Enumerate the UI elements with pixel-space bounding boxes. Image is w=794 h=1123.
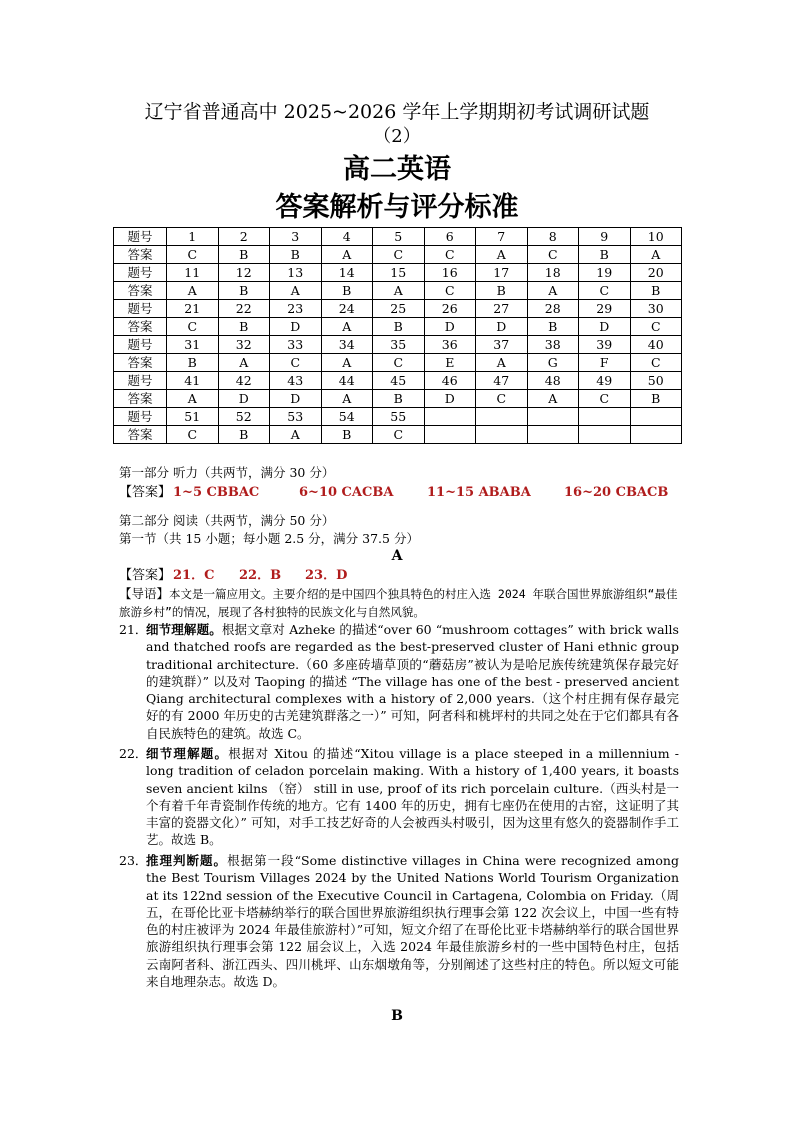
question-number-cell: 44 [321,372,373,390]
answer-cell: B [218,426,270,444]
question-number-cell: 50 [630,372,682,390]
answer-cell: C [167,426,219,444]
answer-cell: B [476,282,528,300]
table-row-answers [114,282,682,300]
answer-23: 23．D [305,568,348,583]
question-type: 细节理解题。 [146,622,222,637]
question-number-cell: 45 [373,372,425,390]
answer-label: 【答案】 [119,568,172,583]
question-number-cell: 26 [424,300,476,318]
table-row-answers [114,318,682,336]
question-type: 细节理解题。 [146,746,229,761]
answer-cell: A [218,354,270,372]
answer-21: 21．C [173,568,215,583]
row-label-number: 题号 [114,300,167,318]
table-row-answers [114,246,682,264]
question-number-cell: 24 [321,300,373,318]
listening-group-3: 11~15 ABABA [427,485,531,500]
question-number: 23． [119,853,148,868]
question-number-cell: 16 [424,264,476,282]
answer-cell: B [630,282,682,300]
table-row-answers [114,354,682,372]
answer-cell [527,426,579,444]
question-number-cell: 9 [579,228,631,246]
question-number-cell: 22 [218,300,270,318]
question-number-cell: 10 [630,228,682,246]
answer-cell: A [321,246,373,264]
question-number-cell [630,408,682,426]
answer-cell: C [630,318,682,336]
answer-cell: B [218,282,270,300]
question-number-cell: 18 [527,264,579,282]
explanation-text: 根据对 Xitou 的描述“Xitou village is a place steeped in a millennium - long tradition of celadon porcelain making. With a history of 1,400 years, it boasts seven ancient kilns （窑） still in use, proof of its rich porcelain culture.（西头村是一个有着千年青瓷制作传统的地方。它有 1400 年的历史，拥有七座仍在使用的古窑，这证明了其丰富的瓷器文化）” 可知，对手工技艺好奇的人会被西头村吸引，因为这里有悠久的瓷器制作手工艺。故选 B。 [146,746,679,848]
question-number-cell: 13 [270,264,322,282]
passage-b-label: B [391,1008,403,1024]
question-number-cell: 3 [270,228,322,246]
row-label-number: 题号 [114,372,167,390]
question-number-cell: 55 [373,408,425,426]
answer-cell: A [270,426,322,444]
question-number-cell: 11 [167,264,219,282]
guide-paragraph [119,585,679,621]
guide-text: 本文是一篇应用文。主要介绍的是中国四个独具特色的村庄入选 2024 年联合国世界旅游组织“最佳旅游乡村”的情况，展现了各村独特的民族文化与自然风貌。 [119,587,678,619]
subject-title: 高二英语 [343,154,451,185]
answer-cell: C [527,246,579,264]
answer-cell: C [630,354,682,372]
question-number-cell: 52 [218,408,270,426]
answer-cell: B [270,246,322,264]
row-label-number: 题号 [114,228,167,246]
answer-cell: C [579,390,631,408]
answer-cell: B [218,318,270,336]
answer-cell: C [373,426,425,444]
answer-cell: C [579,282,631,300]
question-number-cell: 6 [424,228,476,246]
answer-cell: C [424,246,476,264]
question-number-cell: 48 [527,372,579,390]
table-row-question-numbers [114,336,682,354]
answer-label: 【答案】 [119,485,172,500]
table-row-answers [114,426,682,444]
exam-title-number: （2） [373,126,421,147]
question-number-cell: 30 [630,300,682,318]
explanation-text: 根据文章对 Azheke 的描述“over 60 “mushroom cottages” with brick walls and thatched roofs are regarded as the best-preserved cluster of Hani ethnic group traditional architecture.（60 多座砖墙草顶的“蘑菇房”被认为是哈尼族传统建筑保存最完好的建筑群）” 以及对 Taoping 的描述 “The village has one of the best - preserved ancient Qiang architectural complexes with a history of 2,000 years.（这个村庄拥有保存最完好的有 2000 年历史的古羌建筑群落之一）” 可知，阿者科和桃坪村的共同之处在于它们都具有各自民族特色的建筑。故选 C。 [146,622,679,741]
answer-cell: C [167,246,219,264]
answer-cell [630,426,682,444]
answer-cell [579,426,631,444]
question-number-cell: 53 [270,408,322,426]
answer-cell: B [630,390,682,408]
row-label-number: 题号 [114,336,167,354]
row-label-answer: 答案 [114,426,167,444]
table-row-question-numbers [114,372,682,390]
question-number-cell: 54 [321,408,373,426]
exam-title: 辽宁省普通高中 2025~2026 学年上学期期初考试调研试题 [144,101,650,123]
answer-cell: C [270,354,322,372]
document-type-title: 答案解析与评分标准 [275,192,519,223]
question-number-cell [579,408,631,426]
answer-cell: B [373,318,425,336]
question-number-cell: 5 [373,228,425,246]
row-label-answer: 答案 [114,246,167,264]
part1-heading: 第一部分 听力（共两节，满分 30 分） [119,465,335,480]
answer-cell: D [424,318,476,336]
answer-22: 22．B [239,568,282,583]
table-row-question-numbers [114,300,682,318]
answer-cell: B [579,246,631,264]
question-number-cell: 20 [630,264,682,282]
answer-cell: A [321,318,373,336]
question-number: 21． [119,622,148,637]
listening-group-1: 1~5 CBBAC [173,485,260,500]
answer-cell: A [321,390,373,408]
table-row-question-numbers [114,408,682,426]
answer-cell: A [321,354,373,372]
question-number-cell: 37 [476,336,528,354]
question-number-cell: 39 [579,336,631,354]
answer-cell: A [167,390,219,408]
table-row-answers [114,390,682,408]
question-number-cell: 36 [424,336,476,354]
question-number-cell: 21 [167,300,219,318]
answer-cell [476,426,528,444]
answer-cell: B [321,282,373,300]
question-number-cell: 32 [218,336,270,354]
question-number-cell: 49 [579,372,631,390]
table-row-question-numbers [114,228,682,246]
question-number-cell: 35 [373,336,425,354]
table-row-question-numbers [114,264,682,282]
listening-group-4: 16~20 CBACB [564,485,669,500]
question-number-cell: 28 [527,300,579,318]
answer-cell: D [270,318,322,336]
question-number-cell: 51 [167,408,219,426]
answer-cell: A [630,246,682,264]
question-number-cell: 19 [579,264,631,282]
answer-cell: G [527,354,579,372]
answer-cell: C [373,354,425,372]
question-number-cell [424,408,476,426]
answer-cell: B [373,390,425,408]
listening-group-2: 6~10 CACBA [299,485,394,500]
question-number-cell: 34 [321,336,373,354]
question-number-cell: 46 [424,372,476,390]
explanation-text: 根据第一段“Some distinctive villages in China were recognized among the Best Tourism Villages 2024 by the United Nations World Tourism Organization at its 122nd session of the Executive Council in Cartagena, Colombia on Friday.（周五，在哥伦比亚卡塔赫纳举行的联合国世界旅游组织执行理事会第 122 次会议上，中国一些有特色的村庄被评为 2024 年最佳旅游村）”可知，短文介绍了在哥伦比亚卡塔赫纳举行的联合国世界旅游组织执行理事会第 122 届会议上，入选 2024 年最佳旅游乡村的一些中国特色村庄，包括云南阿者科、浙江西头、四川桃坪、山东烟墩角等，分别阐述了这些村庄的特色。所以短文可能来自地理杂志。故选 D。 [146,853,679,990]
answer-cell: A [476,354,528,372]
answer-cell: F [579,354,631,372]
question-number-cell: 14 [321,264,373,282]
question-number-cell: 38 [527,336,579,354]
question-number-cell: 27 [476,300,528,318]
passage-a-label: A [391,548,403,564]
part2-heading: 第二部分 阅读（共两节，满分 50 分） [119,513,335,528]
question-number-cell: 15 [373,264,425,282]
row-label-answer: 答案 [114,390,167,408]
answer-cell: B [218,246,270,264]
question-number-cell: 40 [630,336,682,354]
guide-label: 【导语】 [119,586,170,601]
answer-cell: D [424,390,476,408]
explanation-22 [119,745,679,849]
question-number-cell: 42 [218,372,270,390]
answer-table [113,227,682,444]
answer-cell: B [321,426,373,444]
answer-cell: C [167,318,219,336]
answer-cell: A [527,390,579,408]
answer-cell: E [424,354,476,372]
question-type: 推理判断题。 [146,853,228,868]
question-number-cell: 4 [321,228,373,246]
row-label-number: 题号 [114,408,167,426]
answer-cell: A [167,282,219,300]
row-label-answer: 答案 [114,282,167,300]
question-number-cell: 7 [476,228,528,246]
row-label-number: 题号 [114,264,167,282]
question-number-cell: 41 [167,372,219,390]
answer-cell: D [218,390,270,408]
question-number-cell [527,408,579,426]
question-number-cell: 17 [476,264,528,282]
question-number-cell: 47 [476,372,528,390]
answer-cell: B [167,354,219,372]
answer-cell [424,426,476,444]
question-number-cell: 12 [218,264,270,282]
question-number-cell: 1 [167,228,219,246]
explanation-21 [119,621,679,742]
question-number-cell: 23 [270,300,322,318]
question-number-cell: 29 [579,300,631,318]
answer-cell: D [476,318,528,336]
answer-cell: A [270,282,322,300]
row-label-answer: 答案 [114,318,167,336]
row-label-answer: 答案 [114,354,167,372]
section1-heading: 第一节（共 15 小题；每小题 2.5 分，满分 37.5 分） [119,531,419,546]
answer-cell: A [476,246,528,264]
answer-cell: C [373,246,425,264]
question-number-cell: 33 [270,336,322,354]
question-number-cell: 25 [373,300,425,318]
question-number-cell: 31 [167,336,219,354]
question-number-cell: 8 [527,228,579,246]
answer-cell: D [270,390,322,408]
answer-cell: A [373,282,425,300]
answer-cell: D [579,318,631,336]
question-number: 22． [119,746,148,761]
answer-cell: C [424,282,476,300]
answer-cell: A [527,282,579,300]
question-number-cell: 43 [270,372,322,390]
answer-cell: C [476,390,528,408]
question-number-cell: 2 [218,228,270,246]
answer-cell: B [527,318,579,336]
question-number-cell [476,408,528,426]
explanation-23 [119,852,679,990]
